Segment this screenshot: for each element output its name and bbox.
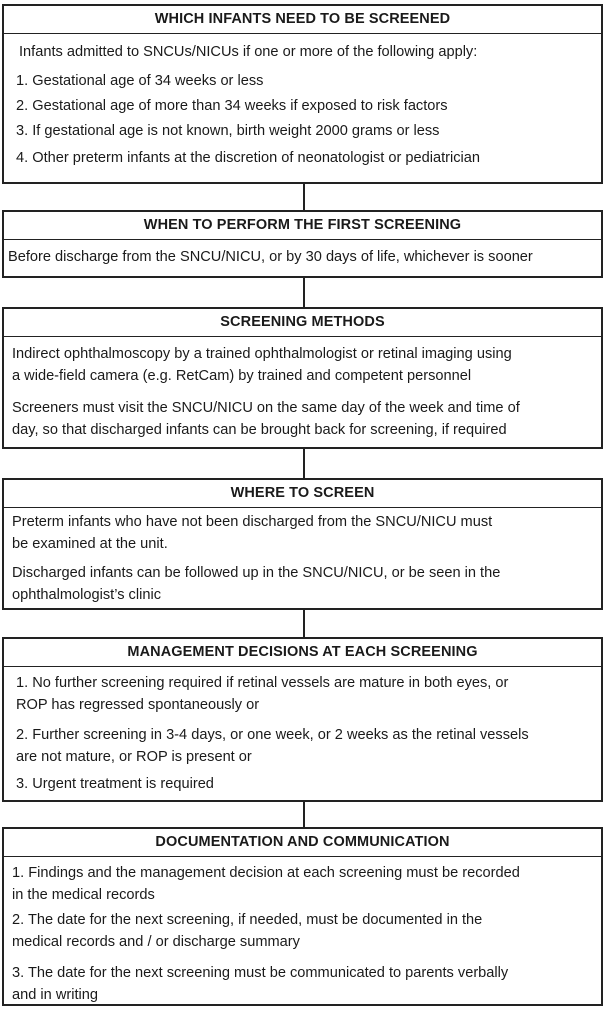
text-line: 3. If gestational age is not known, birth weight 2000 grams or less <box>16 123 440 139</box>
text-line: Discharged infants can be followed up in the SNCU/NICU, or be seen in the <box>12 565 501 581</box>
text-line: Before discharge from the SNCU/NICU, or by 30 days of life, whichever is sooner <box>8 249 533 265</box>
text-line: Screeners must visit the SNCU/NICU on the same day of the week and time of <box>12 400 520 416</box>
box-which-infants <box>2 4 603 184</box>
box-screening-methods <box>2 307 603 449</box>
text-line: 1. Gestational age of 34 weeks or less <box>16 73 264 89</box>
text-line: and in writing <box>12 987 98 1003</box>
connector-line <box>303 449 305 478</box>
box-title: WHEN TO PERFORM THE FIRST SCREENING <box>4 212 601 240</box>
text-line: day, so that discharged infants can be brought back for screening, if required <box>12 422 507 438</box>
box-title: WHERE TO SCREEN <box>4 480 601 508</box>
text-line: 2. Further screening in 3-4 days, or one week, or 2 weeks as the retinal vessels <box>16 727 529 743</box>
text-line: are not mature, or ROP is present or <box>16 749 252 765</box>
text-line: ROP has regressed spontaneously or <box>16 697 260 713</box>
text-line: 3. Urgent treatment is required <box>16 776 214 792</box>
box-title: SCREENING METHODS <box>4 309 601 337</box>
text-line: in the medical records <box>12 887 155 903</box>
connector-line <box>303 610 305 637</box>
text-line: medical records and / or discharge summary <box>12 934 300 950</box>
box-documentation-communication <box>2 827 603 1006</box>
connector-line <box>303 184 305 210</box>
text-line: 1. No further screening required if retinal vessels are mature in both eyes, or <box>16 675 509 691</box>
box-title: DOCUMENTATION AND COMMUNICATION <box>4 829 601 857</box>
connector-line <box>303 802 305 827</box>
text-line: 3. The date for the next screening must be communicated to parents verbally <box>12 965 509 981</box>
text-line: a wide-field camera (e.g. RetCam) by trained and competent personnel <box>12 368 472 384</box>
text-line: 2. The date for the next screening, if needed, must be documented in the <box>12 912 483 928</box>
connector-line <box>303 278 305 307</box>
text-line: be examined at the unit. <box>12 536 168 552</box>
text-line: Infants admitted to SNCUs/NICUs if one or more of the following apply: <box>19 44 478 60</box>
box-title: WHICH INFANTS NEED TO BE SCREENED <box>4 6 601 34</box>
box-where-to-screen <box>2 478 603 610</box>
text-line: 4. Other preterm infants at the discretion of neonatologist or pediatrician <box>16 150 481 166</box>
box-management-decisions <box>2 637 603 802</box>
box-when-first-screening <box>2 210 603 278</box>
box-title: MANAGEMENT DECISIONS AT EACH SCREENING <box>4 639 601 667</box>
text-line: Preterm infants who have not been discharged from the SNCU/NICU must <box>12 514 493 530</box>
text-line: ophthalmologist’s clinic <box>12 587 161 603</box>
text-line: Indirect ophthalmoscopy by a trained ophthalmologist or retinal imaging using <box>12 346 512 362</box>
text-line: 2. Gestational age of more than 34 weeks if exposed to risk factors <box>16 98 448 114</box>
text-line: 1. Findings and the management decision at each screening must be recorded <box>12 865 520 881</box>
